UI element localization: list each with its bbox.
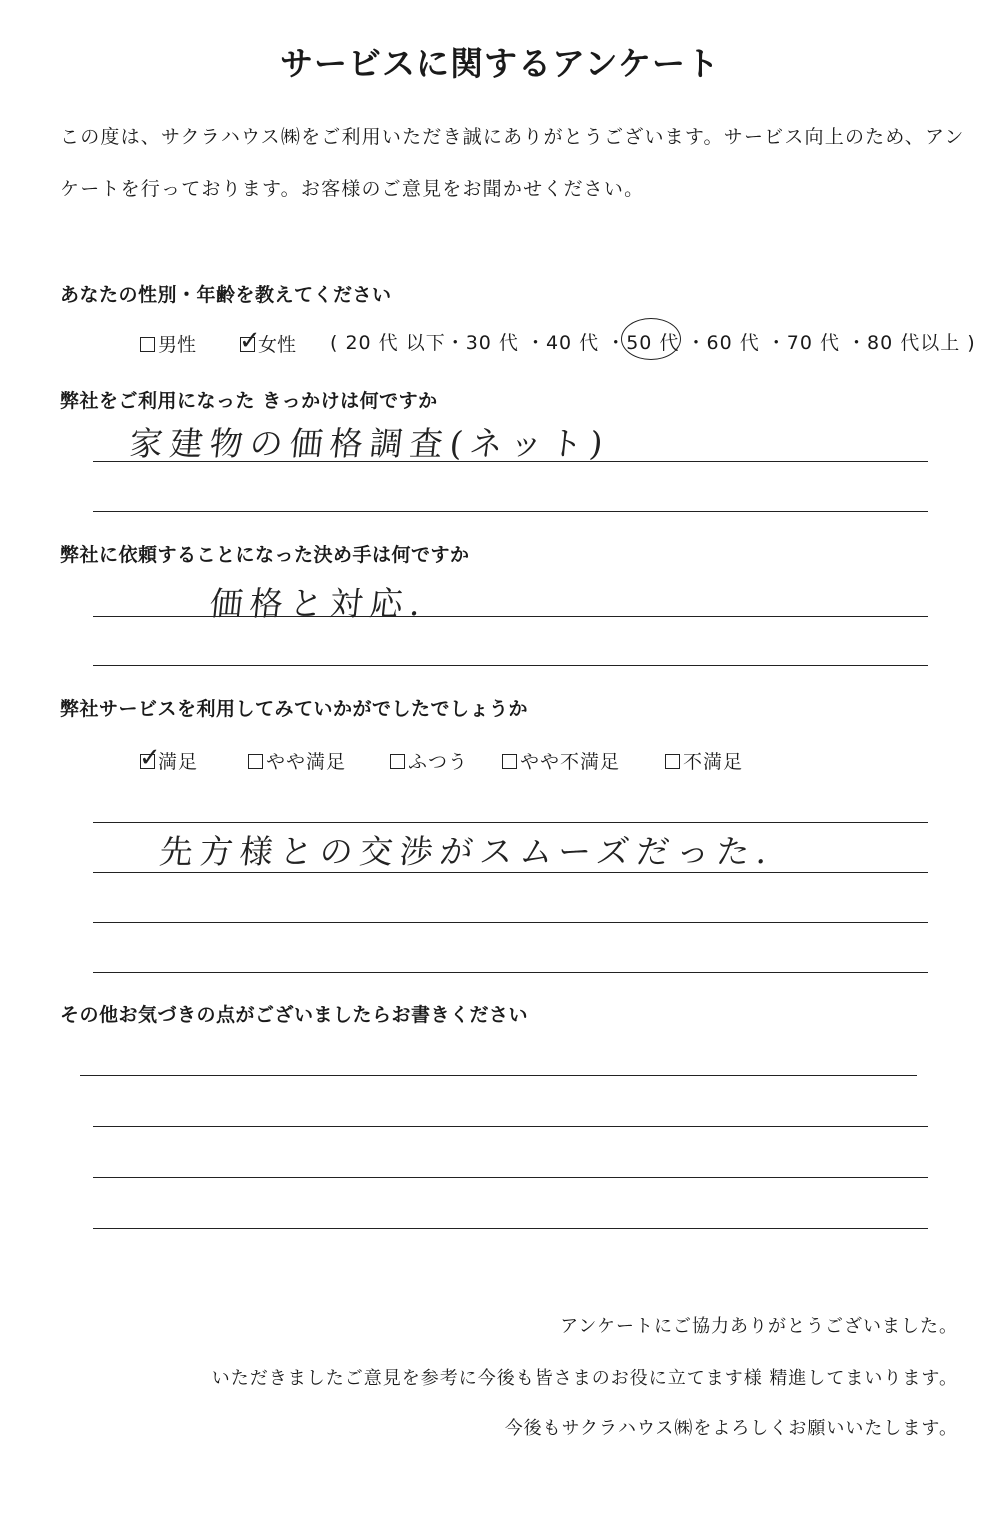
answer-line [93, 461, 928, 462]
answer-line [93, 872, 928, 873]
satisfaction-label: 満足 [158, 751, 199, 773]
answer-line [93, 1228, 928, 1229]
checkbox-neutral[interactable] [390, 754, 405, 769]
satisfaction-label: ふつう [408, 751, 469, 773]
question-satisfaction: 弊社サービスを利用してみていかがでしたでしょうか [60, 698, 529, 720]
satisfaction-label: やや不満足 [520, 751, 621, 773]
question-trigger: 弊社をご利用になった きっかけは何ですか [60, 390, 438, 412]
question-deciding-factor: 弊社に依頼することになった決め手は何ですか [60, 544, 470, 566]
answer-line [93, 616, 928, 617]
answer-satisfaction-comment[interactable]: 先方様との交渉がスムーズだった. [157, 832, 777, 871]
gender-label-male: 男性 [158, 334, 197, 356]
satisfaction-option-satisfied[interactable] [139, 743, 199, 774]
intro-line-2: ケートを行っております。お客様のご意見をお聞かせください。 [60, 178, 645, 200]
check-mark-icon: ✓ [239, 326, 261, 356]
question-gender-age: あなたの性別・年齢を教えてください [60, 284, 392, 306]
answer-line [93, 822, 928, 823]
checkbox-female[interactable] [239, 326, 261, 356]
gender-option-male[interactable] [140, 330, 196, 357]
gender-option-female[interactable] [239, 326, 297, 357]
answer-line [93, 511, 928, 512]
checkbox-satisfied[interactable] [139, 743, 162, 773]
footer-thanks: アンケートにご協力ありがとうございました。 [560, 1316, 958, 1337]
age-options[interactable]: ( 20 代 以下・30 代 ・40 代 ・50 代 ・60 代 ・70 代 ・80 代以上 ) [330, 332, 976, 354]
answer-line [93, 1177, 928, 1178]
satisfaction-option-somewhat-dissatisfied[interactable] [502, 747, 620, 774]
footer-closing: 今後もサクラハウス㈱をよろしくお願いいたします。 [504, 1418, 958, 1439]
form-title: サービスに関するアンケート [279, 44, 721, 83]
question-other-comments: その他お気づきの点がございましたらお書きください [60, 1004, 529, 1026]
answer-line [93, 922, 928, 923]
answer-line [93, 665, 928, 666]
checkbox-dissatisfied[interactable] [665, 754, 680, 769]
checkbox-somewhat-satisfied[interactable] [248, 754, 263, 769]
intro-line-1: この度は、サクラハウス㈱をご利用いただき誠にありがとうございます。サービス向上のため、アン [60, 126, 965, 148]
answer-line [93, 1126, 928, 1127]
answer-line [93, 972, 928, 973]
checkbox-somewhat-dissatisfied[interactable] [502, 754, 517, 769]
satisfaction-option-neutral[interactable] [390, 747, 468, 774]
satisfaction-option-somewhat-satisfied[interactable] [248, 747, 346, 774]
answer-trigger[interactable]: 家建物の価格調査(ネット) [127, 424, 612, 463]
satisfaction-label: やや満足 [266, 751, 347, 773]
answer-deciding-factor[interactable]: 価格と対応. [207, 584, 430, 623]
selected-age-circle-icon [621, 318, 681, 360]
footer-message: いただきましたご意見を参考に今後も皆さまのお役に立てます様 精進してまいります。 [211, 1368, 958, 1389]
answer-line [80, 1075, 917, 1076]
satisfaction-option-dissatisfied[interactable] [665, 747, 743, 774]
satisfaction-label: 不満足 [683, 751, 744, 773]
gender-label-female: 女性 [258, 334, 297, 356]
checkbox-male[interactable] [140, 337, 155, 352]
check-mark-icon: ✓ [139, 743, 162, 773]
